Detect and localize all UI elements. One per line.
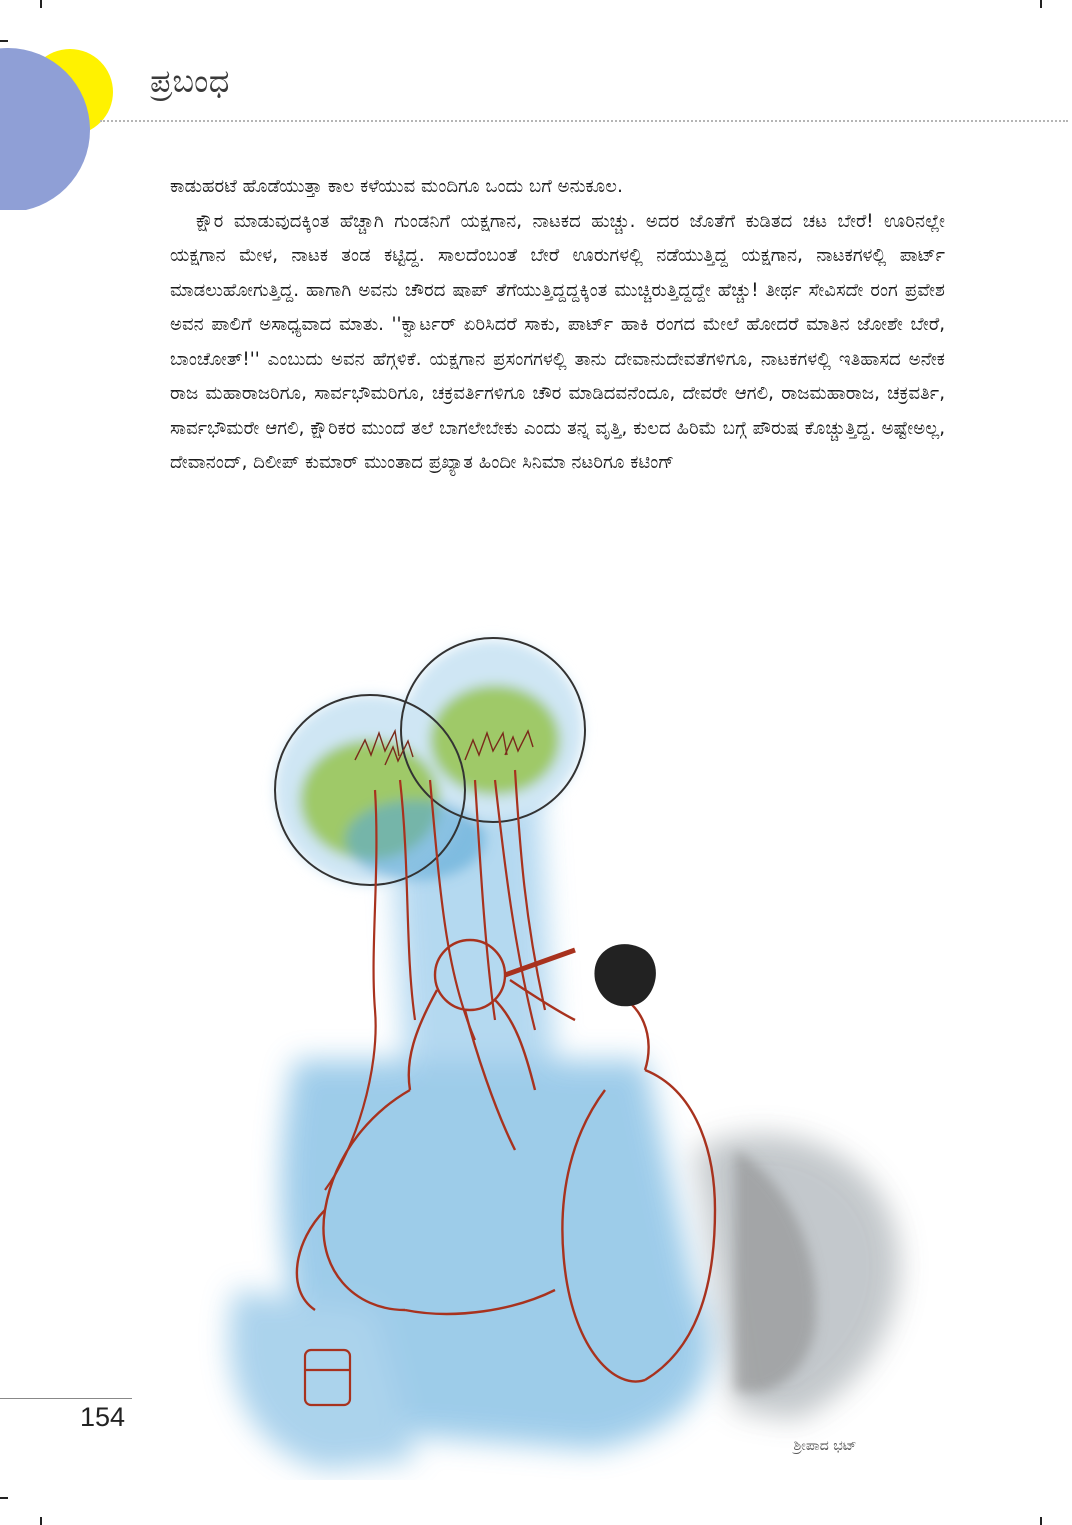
page-number-rule	[0, 1398, 132, 1399]
body-text	[170, 170, 945, 481]
decorative-circles	[0, 0, 130, 210]
page-number: 154	[80, 1402, 126, 1432]
section-title: ಪ್ರಬಂಧ	[150, 62, 230, 100]
header-dotted-rule	[100, 120, 1068, 122]
crop-mark-left-lower	[0, 1497, 8, 1499]
barber-illustration	[175, 590, 950, 1480]
crop-mark-bottom-right	[1040, 1517, 1042, 1525]
paragraph: ಕಾಡುಹರಟೆ ಹೊಡೆಯುತ್ತಾ ಕಾಲ ಕಳೆಯುವ ಮಂದಿಗೂ ಒಂದು ಬಗೆ ಅನುಕೂಲ.	[170, 176, 623, 197]
crop-mark-top-right	[1040, 0, 1042, 8]
paragraph: ಕ್ಷೌರ ಮಾಡುವುದಕ್ಕಿಂತ ಹೆಚ್ಚಾಗಿ ಗುಂಡನಿಗೆ ಯಕ್ಷಗಾನ, ನಾಟಕದ ಹುಚ್ಚು. ಅದರ ಜೊತೆಗೆ ಕುಡಿತದ ಚಟ ಬೇರೆ! ಊರಿನಲ್ಲೇ ಯಕ್ಷಗಾನ ಮೇಳ, ನಾಟಕ ತಂಡ ಕಟ್ಟಿದ್ದ. ಸಾಲದೆಂಬಂತೆ ಬೇರೆ ಊರುಗಳಲ್ಲಿ ನಡೆಯುತ್ತಿದ್ದ ಯಕ್ಷಗಾನ, ನಾಟಕಗಳಲ್ಲಿ ಪಾರ್ಟ್ ಮಾಡಲುಹೋಗುತ್ತಿದ್ದ. ಹಾಗಾಗಿ ಅವನು ಚೌರದ ಷಾಪ್ ತೆಗೆಯುತ್ತಿದ್ದದ್ದಕ್ಕಿಂತ ಮುಚ್ಚಿರುತ್ತಿದ್ದದ್ದೇ ಹೆಚ್ಚು! ತೀರ್ಥ ಸೇವಿಸದೇ ರಂಗ ಪ್ರವೇಶ ಅವನ ಪಾಲಿಗೆ ಅಸಾಧ್ಯವಾದ ಮಾತು. ''ಕ್ವಾರ್ಟರ್ ಏರಿಸಿದರೆ ಸಾಕು, ಪಾರ್ಟ್ ಹಾಕಿ ರಂಗದ ಮೇಲೆ ಹೋದರೆ ಮಾತಿನ ಜೋಶೇ ಬೇರೆ, ಬಾಂಚೋತ್!'' ಎಂಬುದು ಅವನ ಹೆಗ್ಗಳಿಕೆ. ಯಕ್ಷಗಾನ ಪ್ರಸಂಗಗಳಲ್ಲಿ ತಾನು ದೇವಾನುದೇವತೆಗಳಿಗೂ, ನಾಟಕಗಳಲ್ಲಿ ಇತಿಹಾಸದ ಅನೇಕ ರಾಜ ಮಹಾರಾಜರಿಗೂ, ಸಾರ್ವಭೌಮರಿಗೂ, ಚಕ್ರವರ್ತಿಗಳಿಗೂ ಚೌರ ಮಾಡಿದವನೆಂದೂ, ದೇವರೇ ಆಗಲಿ, ರಾಜಮಹಾರಾಜ, ಚಕ್ರವರ್ತಿ, ಸಾರ್ವಭೌಮರೇ ಆಗಲಿ, ಕ್ಷೌರಿಕರ ಮುಂದೆ ತಲೆ ಬಾಗಲೇಬೇಕು ಎಂದು ತನ್ನ ವೃತ್ತಿ, ಕುಲದ ಹಿರಿಮೆ ಬಗ್ಗೆ ಪೌರುಷ ಕೊಚ್ಚುತ್ತಿದ್ದ. ಅಷ್ಟೇಅಲ್ಲ, ದೇವಾನಂದ್, ದಿಲೀಪ್ ಕುಮಾರ್ ಮುಂತಾದ ಪ್ರಖ್ಯಾತ ಹಿಂದೀ ಸಿನಿಮಾ ನಟರಿಗೂ ಕಟಿಂಗ್	[170, 210, 945, 473]
crop-mark-bottom-left	[40, 1517, 42, 1525]
artist-signature: ಶ್ರೀಪಾದ ಭಟ್	[793, 1438, 857, 1454]
